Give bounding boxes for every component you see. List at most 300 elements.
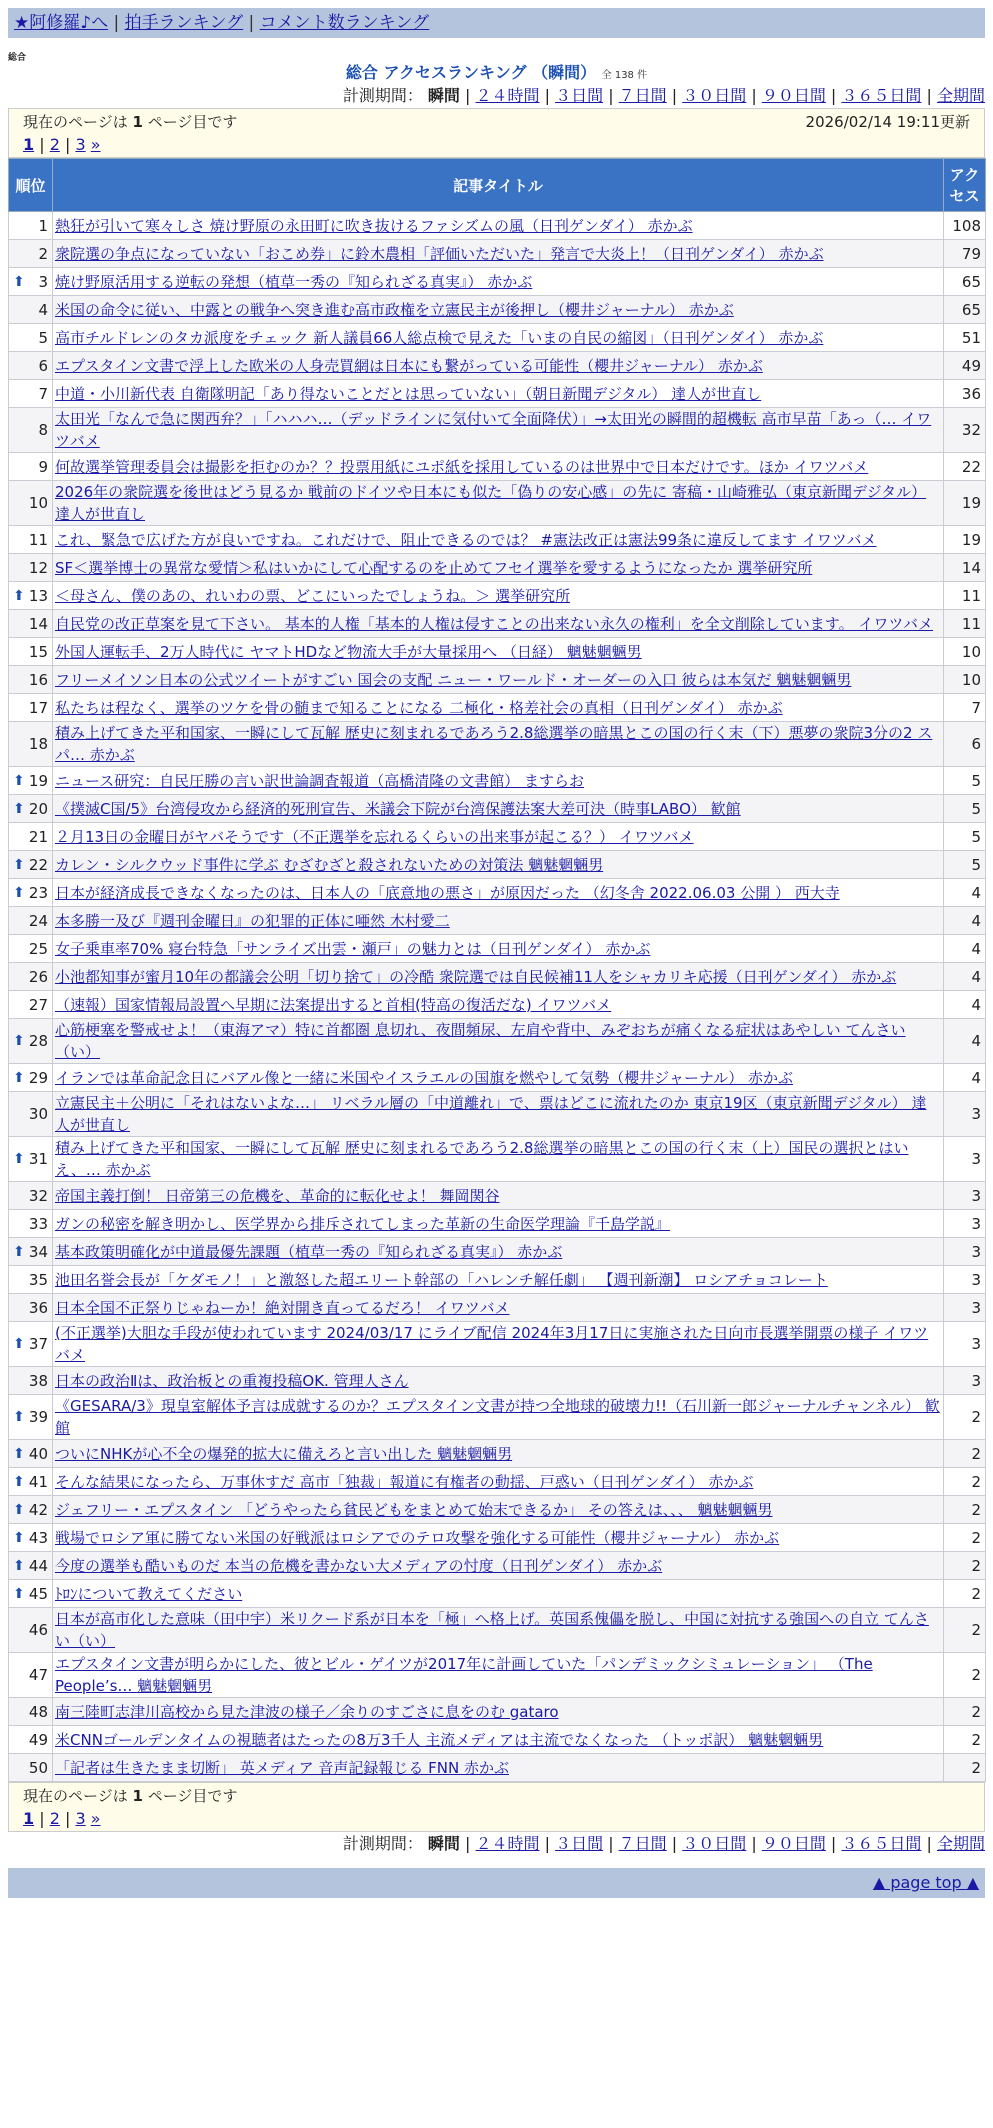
access-count: 79 <box>944 240 986 268</box>
rank-number: 31 <box>28 1150 48 1168</box>
rank-cell <box>9 1440 53 1468</box>
period-link[interactable]: 全期間 <box>936 86 985 105</box>
table-row <box>9 767 986 795</box>
article-link[interactable]: 日本の政治Ⅱは、政治板との重複投稿OK. 管理人さん <box>55 1371 409 1390</box>
article-link[interactable]: 小池都知事が蜜月10年の都議会公明「切り捨て」の冷酷 衆院選では自民候補11人をシャカリキ応援（日刊ゲンダイ） 赤かぶ <box>55 967 897 986</box>
article-link[interactable]: ＜母さん、僕のあの、れいわの票、どこにいったでしょうね。＞ 選挙研究所 <box>55 586 571 605</box>
article-link[interactable]: 「記者は生きたまま切断」 英メディア 音声記録報じる FNN 赤かぶ <box>55 1758 509 1777</box>
table-row <box>9 1653 986 1698</box>
article-link[interactable]: 熱狂が引いて寒々しさ 焼け野原の永田町に吹き抜けるファシズムの風（日刊ゲンダイ） 赤かぶ <box>55 216 693 235</box>
access-count: 5 <box>944 823 986 851</box>
ranking-table <box>8 158 986 1782</box>
article-link[interactable]: 南三陸町志津川高校から見た津波の様子／余りのすごさに息をのむ gataro <box>55 1702 559 1721</box>
period-link[interactable]: ３日間 <box>555 86 604 105</box>
table-row <box>9 1092 986 1137</box>
rank-number: 39 <box>28 1408 48 1426</box>
rank-cell <box>9 296 53 324</box>
period-link[interactable]: ３６５日間 <box>841 1834 922 1853</box>
access-count: 2 <box>944 1496 986 1524</box>
article-link[interactable]: 心筋梗塞を警戒せよ！（東海アマ）特に首都圏 息切れ、夜間頻尿、左肩や背中、みぞおちが痛くなる症状はあやしい てんさい（い） <box>55 1021 906 1061</box>
table-row <box>9 722 986 767</box>
nav-link-home[interactable]: ★阿修羅♪へ <box>14 13 109 33</box>
header-rank: 順位 <box>9 159 53 212</box>
article-link[interactable]: 外国人運転手、2万人時代に ヤマトHDなど物流大手が大量採用へ （日経） 魑魅魍魎男 <box>55 642 642 661</box>
rank-number: 29 <box>28 1068 48 1087</box>
table-row <box>9 666 986 694</box>
article-link[interactable]: 女子乗車率70% 寝台特急「サンライズ出雲・瀬戸」の魅力とは（日刊ゲンダイ） 赤かぶ <box>55 939 651 958</box>
article-link[interactable]: ﾄﾛﾝについて教えてください <box>55 1584 243 1603</box>
rank-number: 4 <box>38 300 48 319</box>
title-cell <box>53 851 944 879</box>
article-link[interactable]: エプスタイン文書で浮上した欧米の人身売買網は日本にも繋がっている可能性（櫻井ジャーナル） 赤かぶ <box>55 356 763 375</box>
rank-number: 47 <box>28 1666 48 1684</box>
rank-number: 21 <box>28 827 48 846</box>
page-link[interactable]: » <box>90 1809 101 1828</box>
rank-number: 1 <box>38 216 48 235</box>
title-cell <box>53 1496 944 1524</box>
table-row <box>9 453 986 481</box>
page-top-link[interactable]: ▲ page top ▲ <box>872 1873 979 1892</box>
title-cell <box>53 907 944 935</box>
title-cell <box>53 767 944 795</box>
period-link[interactable]: ３日間 <box>555 1834 604 1853</box>
rank-cell <box>9 1019 53 1064</box>
title-cell <box>53 296 944 324</box>
access-count: 7 <box>944 694 986 722</box>
table-row <box>9 526 986 554</box>
article-link[interactable]: ニュース研究：自民圧勝の言い訳世論調査報道（高橋清隆の文書館） ますらお <box>55 771 585 790</box>
up-arrow-icon: ⬆ <box>13 1151 25 1167</box>
title-cell <box>53 1266 944 1294</box>
page-link[interactable]: 1 <box>23 1809 35 1828</box>
rank-number: 5 <box>38 328 48 347</box>
period-current: 瞬間 <box>427 86 460 105</box>
access-count: 3 <box>944 1210 986 1238</box>
access-count: 11 <box>944 582 986 610</box>
period-link[interactable]: ７日間 <box>618 1834 667 1853</box>
rank-cell <box>9 795 53 823</box>
page-info-bottom <box>8 1782 985 1832</box>
title-cell <box>53 795 944 823</box>
article-link[interactable]: 日本全国不正祭りじゃねーか！絶対開き直ってるだろ！ イワツバメ <box>55 1298 510 1317</box>
title-cell <box>53 1182 944 1210</box>
title-cell <box>53 1440 944 1468</box>
table-row <box>9 907 986 935</box>
article-link[interactable]: 立憲民主＋公明に「それはないよな…」 リベラル層の「中道離れ」で、票はどこに流れたのか 東京19区（東京新聞デジタル） 達人が世直し <box>55 1094 927 1134</box>
table-row <box>9 1698 986 1726</box>
article-link[interactable]: 高市チルドレンのタカ派度をチェック 新人議員66人総点検で見えた「いまの自民の縮図」（日刊ゲンダイ） 赤かぶ <box>55 328 824 347</box>
access-count: 2 <box>944 1698 986 1726</box>
rank-number: 16 <box>28 670 48 689</box>
up-arrow-icon: ⬆ <box>13 1473 25 1490</box>
up-arrow-icon: ⬆ <box>13 1585 25 1602</box>
rank-cell <box>9 991 53 1019</box>
rank-cell <box>9 694 53 722</box>
table-row <box>9 554 986 582</box>
up-arrow-icon: ⬆ <box>13 1069 25 1086</box>
table-row <box>9 1496 986 1524</box>
rank-number: 17 <box>28 698 48 717</box>
article-link[interactable]: 何故選挙管理委員会は撮影を拒むのか？？投票用紙にユポ紙を採用しているのは世界中で日本だけです。ほか イワツバメ <box>55 457 869 476</box>
article-link[interactable]: イランでは革命記念日にバアル像と一緒に米国やイスラエルの国旗を燃やして気勢（櫻井ジャーナル） 赤かぶ <box>55 1068 793 1087</box>
rank-number: 19 <box>28 771 48 790</box>
up-arrow-icon: ⬆ <box>13 856 25 873</box>
page-link[interactable]: 3 <box>75 1809 86 1828</box>
access-count: 2 <box>944 1726 986 1754</box>
rank-number: 48 <box>28 1702 48 1721</box>
period-link[interactable]: ３６５日間 <box>841 86 922 105</box>
pagination: 1 | 2 | 3 » <box>23 1809 101 1828</box>
title-cell <box>53 1754 944 1782</box>
table-row <box>9 638 986 666</box>
rank-number: 32 <box>28 1186 48 1205</box>
rank-cell <box>9 1266 53 1294</box>
article-link[interactable]: ジェフリー・エプスタイン 「どうやったら貧民どもをまとめて始末できるか」 その答えは、、、 魑魅魍魎男 <box>55 1500 773 1519</box>
access-count: 4 <box>944 1064 986 1092</box>
rank-cell <box>9 963 53 991</box>
article-link[interactable]: 《GESARA/3》現皇室解体予言は成就するのか？エプスタイン文書が持つ全地球的破壊力!!（石川新一郎ジャーナルチャンネル） 歓館 <box>55 1397 940 1437</box>
page-status: 現在のページは 1 ページ目です <box>23 1787 238 1805</box>
article-link[interactable]: 米CNNゴールデンタイムの視聴者はたったの8万3千人 主流メディアは主流でなくなった （トッポ訳） 魑魅魍魎男 <box>55 1730 824 1749</box>
rank-number: 42 <box>28 1500 48 1519</box>
article-link[interactable]: SF＜選挙博士の異常な愛情＞私はいかにして心配するのを止めてフセイ選挙を愛するようになったか 選挙研究所 <box>55 558 813 577</box>
rank-cell <box>9 240 53 268</box>
rank-number: 6 <box>38 356 48 375</box>
title-cell <box>53 1238 944 1266</box>
rank-number: 34 <box>28 1242 48 1261</box>
rank-cell <box>9 935 53 963</box>
article-link[interactable]: 日本が高市化した意味（田中宇）米リクード系が日本を「極」へ格上げ。英国系傀儡を脱し、中国に対抗する強国への自立 てんさい（い） <box>55 1610 929 1650</box>
rank-number: 10 <box>28 494 48 512</box>
article-link[interactable]: 池田名誉会長が「ケダモノ！」と激怒した超エリート幹部の「ハレンチ解任劇」 【週刊新潮】 ロシアチョコレート <box>55 1270 828 1289</box>
rank-cell <box>9 1092 53 1137</box>
article-link[interactable]: 日本が経済成長できなくなったのは、日本人の「底意地の悪さ」が原因だった （幻冬舎 2022.06.03 公開 ） 西大寺 <box>55 883 840 902</box>
rank-cell <box>9 1395 53 1440</box>
period-link[interactable]: ３０日間 <box>682 86 747 105</box>
rank-number: 45 <box>28 1584 48 1603</box>
rank-cell <box>9 554 53 582</box>
up-arrow-icon: ⬆ <box>13 1033 25 1049</box>
access-count: 4 <box>944 963 986 991</box>
page-link[interactable]: 1 <box>23 135 35 154</box>
rank-cell <box>9 1210 53 1238</box>
table-row <box>9 1726 986 1754</box>
rank-cell <box>9 851 53 879</box>
access-count: 2 <box>944 1468 986 1496</box>
rank-cell <box>9 481 53 526</box>
access-count: 65 <box>944 268 986 296</box>
table-row <box>9 610 986 638</box>
access-count: 3 <box>944 1367 986 1395</box>
table-row <box>9 582 986 610</box>
access-count: 3 <box>944 1137 986 1182</box>
access-count: 11 <box>944 610 986 638</box>
up-arrow-icon: ⬆ <box>13 273 25 290</box>
title-cell <box>53 610 944 638</box>
title-cell <box>53 554 944 582</box>
rank-number: 9 <box>38 457 48 476</box>
access-count: 108 <box>944 212 986 240</box>
access-count: 2 <box>944 1653 986 1698</box>
up-arrow-icon: ⬆ <box>13 800 25 817</box>
access-count: 6 <box>944 722 986 767</box>
article-link[interactable]: 衆院選の争点になっていない「おこめ券」に鈴木農相「評価いただいた」発言で大炎上！（日刊ゲンダイ） 赤かぶ <box>55 244 824 263</box>
rank-cell <box>9 1238 53 1266</box>
period-label: 計測期間： <box>342 86 423 105</box>
article-link[interactable]: 帝国主義打倒！ 日帝第三の危機を、革命的に転化せよ！ 舞岡関谷 <box>55 1186 500 1205</box>
title-cell <box>53 324 944 352</box>
rank-cell <box>9 907 53 935</box>
period-label: 計測期間： <box>342 1834 423 1853</box>
ranking-count: 全 138 件 <box>601 70 648 81</box>
rank-number: 2 <box>38 244 48 263</box>
title-cell <box>53 380 944 408</box>
period-link[interactable]: 全期間 <box>936 1834 985 1853</box>
article-link[interactable]: 基本政策明確化が中道最優先課題（植草一秀の『知られざる真実』） 赤かぶ <box>55 1242 563 1261</box>
access-count: 2 <box>944 1580 986 1608</box>
rank-number: 3 <box>38 272 48 291</box>
rank-cell <box>9 453 53 481</box>
page <box>8 0 985 1898</box>
rank-number: 37 <box>28 1335 48 1353</box>
article-link[interactable]: （速報）国家情報局設置へ早期に法案提出すると首相(特高の復活だな) イワツバメ <box>55 995 612 1014</box>
table-row <box>9 1440 986 1468</box>
title-cell <box>53 526 944 554</box>
bottom-bar <box>8 1868 985 1898</box>
page-link[interactable]: » <box>90 135 101 154</box>
table-row <box>9 1019 986 1064</box>
title-cell <box>53 935 944 963</box>
title-cell <box>53 1019 944 1064</box>
access-count: 4 <box>944 1019 986 1064</box>
rank-number: 26 <box>28 967 48 986</box>
rank-number: 49 <box>28 1730 48 1749</box>
title-cell <box>53 408 944 453</box>
nav-link-applause-ranking[interactable]: 拍手ランキング <box>124 13 244 33</box>
title-cell <box>53 1653 944 1698</box>
table-row <box>9 795 986 823</box>
pagination: 1 | 2 | 3 » <box>23 135 101 154</box>
period-link[interactable]: ２４時間 <box>475 86 540 105</box>
access-count: 10 <box>944 638 986 666</box>
title-cell <box>53 879 944 907</box>
table-row <box>9 481 986 526</box>
rank-cell <box>9 638 53 666</box>
title-cell <box>53 240 944 268</box>
article-link[interactable]: 本多勝一及び『週刊金曜日』の犯罪的正体に唖然 木村愛二 <box>55 911 450 930</box>
rank-number: 25 <box>28 939 48 958</box>
article-link[interactable]: ２月13日の金曜日がヤバそうです（不正選挙を忘れるくらいの出来事が起こる？） イワツバメ <box>55 827 694 846</box>
table-row <box>9 1137 986 1182</box>
rank-cell <box>9 1524 53 1552</box>
header-title: 記事タイトル <box>53 159 944 212</box>
title-cell <box>53 963 944 991</box>
article-link[interactable]: 自民党の改正草案を見て下さい。 基本的人権「基本的人権は侵すことの出来ない永久の権利」を全文削除しています。 イワツバメ <box>55 614 934 633</box>
title-cell <box>53 352 944 380</box>
table-row <box>9 212 986 240</box>
article-link[interactable]: 積み上げてきた平和国家、一瞬にして瓦解 歴史に刻まれるであろう2.8総選挙の暗黒とこの国の行く末（下）悪夢の衆院3分の2 スパ… 赤かぶ <box>55 724 933 764</box>
title-cell <box>53 638 944 666</box>
header-access: アクセス <box>944 159 986 212</box>
table-row <box>9 1395 986 1440</box>
rank-number: 20 <box>28 799 48 818</box>
period-link[interactable]: ７日間 <box>618 86 667 105</box>
access-count: 51 <box>944 324 986 352</box>
table-row <box>9 963 986 991</box>
rank-number: 27 <box>28 995 48 1014</box>
page-link[interactable]: 2 <box>49 1809 60 1828</box>
title-cell <box>53 694 944 722</box>
period-current: 瞬間 <box>427 1834 460 1853</box>
title-cell <box>53 1395 944 1440</box>
access-count: 65 <box>944 296 986 324</box>
table-row <box>9 1064 986 1092</box>
title-cell <box>53 1367 944 1395</box>
table-row <box>9 1266 986 1294</box>
table-row <box>9 324 986 352</box>
rank-cell <box>9 1294 53 1322</box>
rank-cell <box>9 526 53 554</box>
article-link[interactable]: 中道・小川新代表 自衛隊明記「あり得ないことだとは思っていない」（朝日新聞デジタル） 達人が世直し <box>55 384 762 403</box>
article-link[interactable]: これ、緊急で広げた方が良いですね。これだけで、阻止できるのでは？ #憲法改正は憲法99条に違反してます イワツバメ <box>55 530 877 549</box>
table-row <box>9 1294 986 1322</box>
rank-cell <box>9 324 53 352</box>
title-cell <box>53 453 944 481</box>
title-cell <box>53 1064 944 1092</box>
article-link[interactable]: (不正選挙)大胆な手段が使われています 2024/03/17 にライブ配信 2024年3月17日に実施された日向市長選挙開票の様子 イワツバメ <box>55 1324 929 1364</box>
rank-number: 18 <box>28 735 48 753</box>
rank-cell <box>9 666 53 694</box>
page-link[interactable]: 2 <box>49 135 60 154</box>
title-cell <box>53 582 944 610</box>
rank-cell <box>9 767 53 795</box>
rank-number: 40 <box>28 1444 48 1463</box>
page-link[interactable]: 3 <box>75 135 86 154</box>
rank-number: 11 <box>28 530 48 549</box>
access-count: 4 <box>944 879 986 907</box>
period-link[interactable]: ９０日間 <box>761 1834 826 1853</box>
title-cell <box>53 666 944 694</box>
table-row <box>9 240 986 268</box>
access-count: 3 <box>944 1238 986 1266</box>
rank-cell <box>9 1754 53 1782</box>
access-count: 4 <box>944 907 986 935</box>
up-arrow-icon: ⬆ <box>13 772 25 789</box>
access-count: 36 <box>944 380 986 408</box>
access-count: 2 <box>944 1395 986 1440</box>
rank-number: 41 <box>28 1472 48 1491</box>
title-cell <box>53 1294 944 1322</box>
period-link[interactable]: ９０日間 <box>761 86 826 105</box>
page-status: 現在のページは 1 ページ目です <box>23 113 238 131</box>
article-link[interactable]: 焼け野原活用する逆転の発想（植草一秀の『知られざる真実』） 赤かぶ <box>55 272 533 291</box>
article-link[interactable]: そんな結果になったら、万事休すだ 高市「独裁」報道に有権者の動揺、戸惑い（日刊ゲンダイ） 赤かぶ <box>55 1472 754 1491</box>
table-row <box>9 991 986 1019</box>
title-cell <box>53 212 944 240</box>
period-selector: 計測期間： 瞬間 | ２４時間 | ３日間 | ７日間 | ３０日間 | ９０日間 | ３６５日間 | 全期間 <box>342 86 985 105</box>
access-count: 2 <box>944 1524 986 1552</box>
article-link[interactable]: 今度の選挙も酷いものだ 本当の危機を書かない大メディアの忖度（日刊ゲンダイ） 赤かぶ <box>55 1556 663 1575</box>
article-link[interactable]: 戦場でロシア軍に勝てない米国の好戦派はロシアでのテロ攻撃を強化する可能性（櫻井ジャーナル） 赤かぶ <box>55 1528 780 1547</box>
table-row <box>9 851 986 879</box>
title-cell <box>53 991 944 1019</box>
category-label: 総合 <box>8 53 27 63</box>
period-selector: 計測期間： 瞬間 | ２４時間 | ３日間 | ７日間 | ３０日間 | ９０日間 | ３６５日間 | 全期間 <box>342 1834 985 1853</box>
access-count: 32 <box>944 408 986 453</box>
access-count: 19 <box>944 526 986 554</box>
rank-cell <box>9 1698 53 1726</box>
rank-number: 46 <box>28 1621 48 1639</box>
rank-number: 30 <box>28 1105 48 1123</box>
article-link[interactable]: 私たちは程なく、選挙のツケを骨の髄まで知ることになる 二極化・格差社会の真相（日刊ゲンダイ） 赤かぶ <box>55 698 783 717</box>
title-cell <box>53 1524 944 1552</box>
up-arrow-icon: ⬆ <box>13 1409 25 1425</box>
period-link[interactable]: ２４時間 <box>475 1834 540 1853</box>
article-link[interactable]: 積み上げてきた平和国家、一瞬にして瓦解 歴史に刻まれるであろう2.8総選挙の暗黒とこの国の行く末（上）国民の選択とはいえ、… 赤かぶ <box>55 1139 909 1179</box>
article-link[interactable]: 2026年の衆院選を後世はどう見るか 戦前のドイツや日本にも似た「偽りの安心感」の先に 寄稿・山崎雅弘（東京新聞デジタル） 達人が世直し <box>55 483 927 523</box>
table-row <box>9 1367 986 1395</box>
rank-cell <box>9 268 53 296</box>
article-link[interactable]: カレン・シルクウッド事件に学ぶ むざむざと殺されないための対策法 魑魅魍魎男 <box>55 855 604 874</box>
rank-number: 12 <box>28 558 48 577</box>
up-arrow-icon: ⬆ <box>13 884 25 901</box>
nav-link-comment-ranking[interactable]: コメント数ランキング <box>259 13 430 33</box>
rank-cell <box>9 1726 53 1754</box>
article-link[interactable]: エプスタイン文書が明らかにした、彼とビル・ゲイツが2017年に計画していた「パンデミックシミュレーション」 （The People’s… 魑魅魍魎男 <box>55 1655 873 1695</box>
article-link[interactable]: ガンの秘密を解き明かし、医学界から排斥されてしまった革新の生命医学理論『千島学説』 <box>55 1214 671 1233</box>
article-link[interactable]: フリーメイソン日本の公式ツイートがすごい 国会の支配 ニュー・ワールド・オーダーの入口 彼らは本気だ 魑魅魍魎男 <box>55 670 852 689</box>
access-count: 10 <box>944 666 986 694</box>
table-row <box>9 296 986 324</box>
access-count: 5 <box>944 767 986 795</box>
access-count: 2 <box>944 1552 986 1580</box>
top-nav <box>8 8 985 38</box>
table-row <box>9 935 986 963</box>
rank-cell <box>9 1653 53 1698</box>
rank-cell <box>9 380 53 408</box>
rank-number: 38 <box>28 1371 48 1390</box>
article-link[interactable]: ついにNHKが心不全の爆発的拡大に備えろと言い出した 魑魅魍魎男 <box>55 1444 513 1463</box>
access-count: 5 <box>944 851 986 879</box>
access-count: 2 <box>944 1440 986 1468</box>
rank-cell <box>9 1367 53 1395</box>
access-count: 4 <box>944 935 986 963</box>
rank-number: 8 <box>38 421 48 439</box>
up-arrow-icon: ⬆ <box>13 1501 25 1518</box>
table-row <box>9 823 986 851</box>
rank-cell <box>9 1496 53 1524</box>
period-link[interactable]: ３０日間 <box>682 1834 747 1853</box>
table-row <box>9 380 986 408</box>
title-cell <box>53 1608 944 1653</box>
rank-cell <box>9 1322 53 1367</box>
article-link[interactable]: 《撲滅C国/5》台湾侵攻から経済的死刑宣告、米議会下院が台湾保護法案大差可決（時事LABO） 歓館 <box>55 799 741 818</box>
rank-cell <box>9 1064 53 1092</box>
article-link[interactable]: 太田光「なんで急に関西弁？」「ハハハ…（デッドラインに気付いて全面降伏）」→太田光の瞬間的超機転 高市早苗「あっ（… イワツバメ <box>55 410 932 450</box>
access-count: 14 <box>944 554 986 582</box>
rank-number: 14 <box>28 614 48 633</box>
page-info-top <box>8 108 985 158</box>
nav-sep: | <box>248 13 255 33</box>
table-row <box>9 1468 986 1496</box>
access-count: 19 <box>944 481 986 526</box>
rank-number: 50 <box>28 1758 48 1777</box>
rank-number: 35 <box>28 1270 48 1289</box>
rank-cell <box>9 1608 53 1653</box>
up-arrow-icon: ⬆ <box>13 1336 25 1352</box>
title-cell <box>53 481 944 526</box>
article-link[interactable]: 米国の命令に従い、中露との戦争へ突き進む高市政権を立憲民主が後押し（櫻井ジャーナル） 赤かぶ <box>55 300 734 319</box>
